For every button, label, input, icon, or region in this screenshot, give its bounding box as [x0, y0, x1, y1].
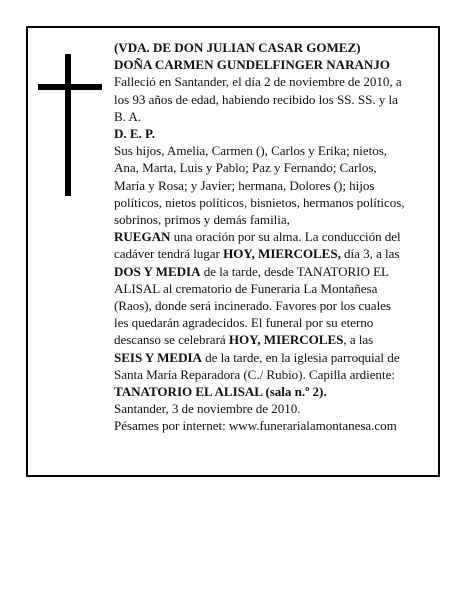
rip-line: D. E. P.	[114, 126, 155, 142]
family-line-1: Sus hijos, Amelia, Carmen (), Carlos y Erika; nietos,	[114, 143, 388, 159]
family-line-4: políticos, nietos políticos, bisnietos, hermanos políticos,	[114, 194, 405, 210]
deceased-name: DOÑA CARMEN GUNDELFINGER NARANJO	[114, 57, 390, 73]
passing-line-3: B. A.	[114, 108, 142, 124]
family-line-3: María y Rosa; y Javier; hermana, Dolores (); hijos	[114, 177, 375, 193]
funeral-line-1: descanso se celebrará HOY, MIERCOLES, a las	[114, 332, 374, 348]
family-line-2: Ana, Marta, Luis y Pablo; Paz y Fernando; Carlos,	[114, 160, 377, 176]
conduction-line-1: cadáver tendrá lugar HOY, MIERCOLES, día 3, a las	[114, 246, 400, 262]
obituary-text	[114, 39, 432, 435]
passing-line-1: Falleció en Santander, el día 2 de noviembre de 2010, a	[114, 74, 402, 90]
prayer-line: RUEGAN una oración por su alma. La conducción del	[114, 229, 401, 245]
funeral-line-2: SEIS Y MEDIA de la tarde, en la iglesia parroquial de	[114, 349, 400, 365]
header-widow-line: (VDA. DE DON JULIAN CASAR GOMEZ)	[114, 40, 361, 55]
family-line-5: sobrinos, primos y demás familia,	[114, 212, 290, 228]
conduction-line-4: (Raos), donde será incinerado. Favores por los cuales	[114, 298, 391, 314]
conduction-line-2: DOS Y MEDIA de la tarde, desde TANATORIO EL	[114, 263, 390, 279]
funeral-line-3: Santa María Reparadora (C./ Rubio). Capilla ardiente:	[114, 366, 395, 382]
date-line: Santander, 3 de noviembre de 2010.	[114, 401, 301, 417]
chapel-line: TANATORIO EL ALISAL (sala n.º 2).	[114, 384, 327, 400]
conduction-line-3: ALISAL al crematorio de Funeraria La Montañesa	[114, 280, 378, 296]
passing-line-2: los 93 años de edad, habiendo recibido los SS. SS. y la	[114, 91, 398, 107]
condolences-line: Pésames por internet: www.funerarialamontanesa.com	[114, 418, 397, 434]
cross-icon	[38, 54, 102, 196]
conduction-line-5: les quedarán agradecidos. El funeral por su eterno	[114, 315, 374, 331]
